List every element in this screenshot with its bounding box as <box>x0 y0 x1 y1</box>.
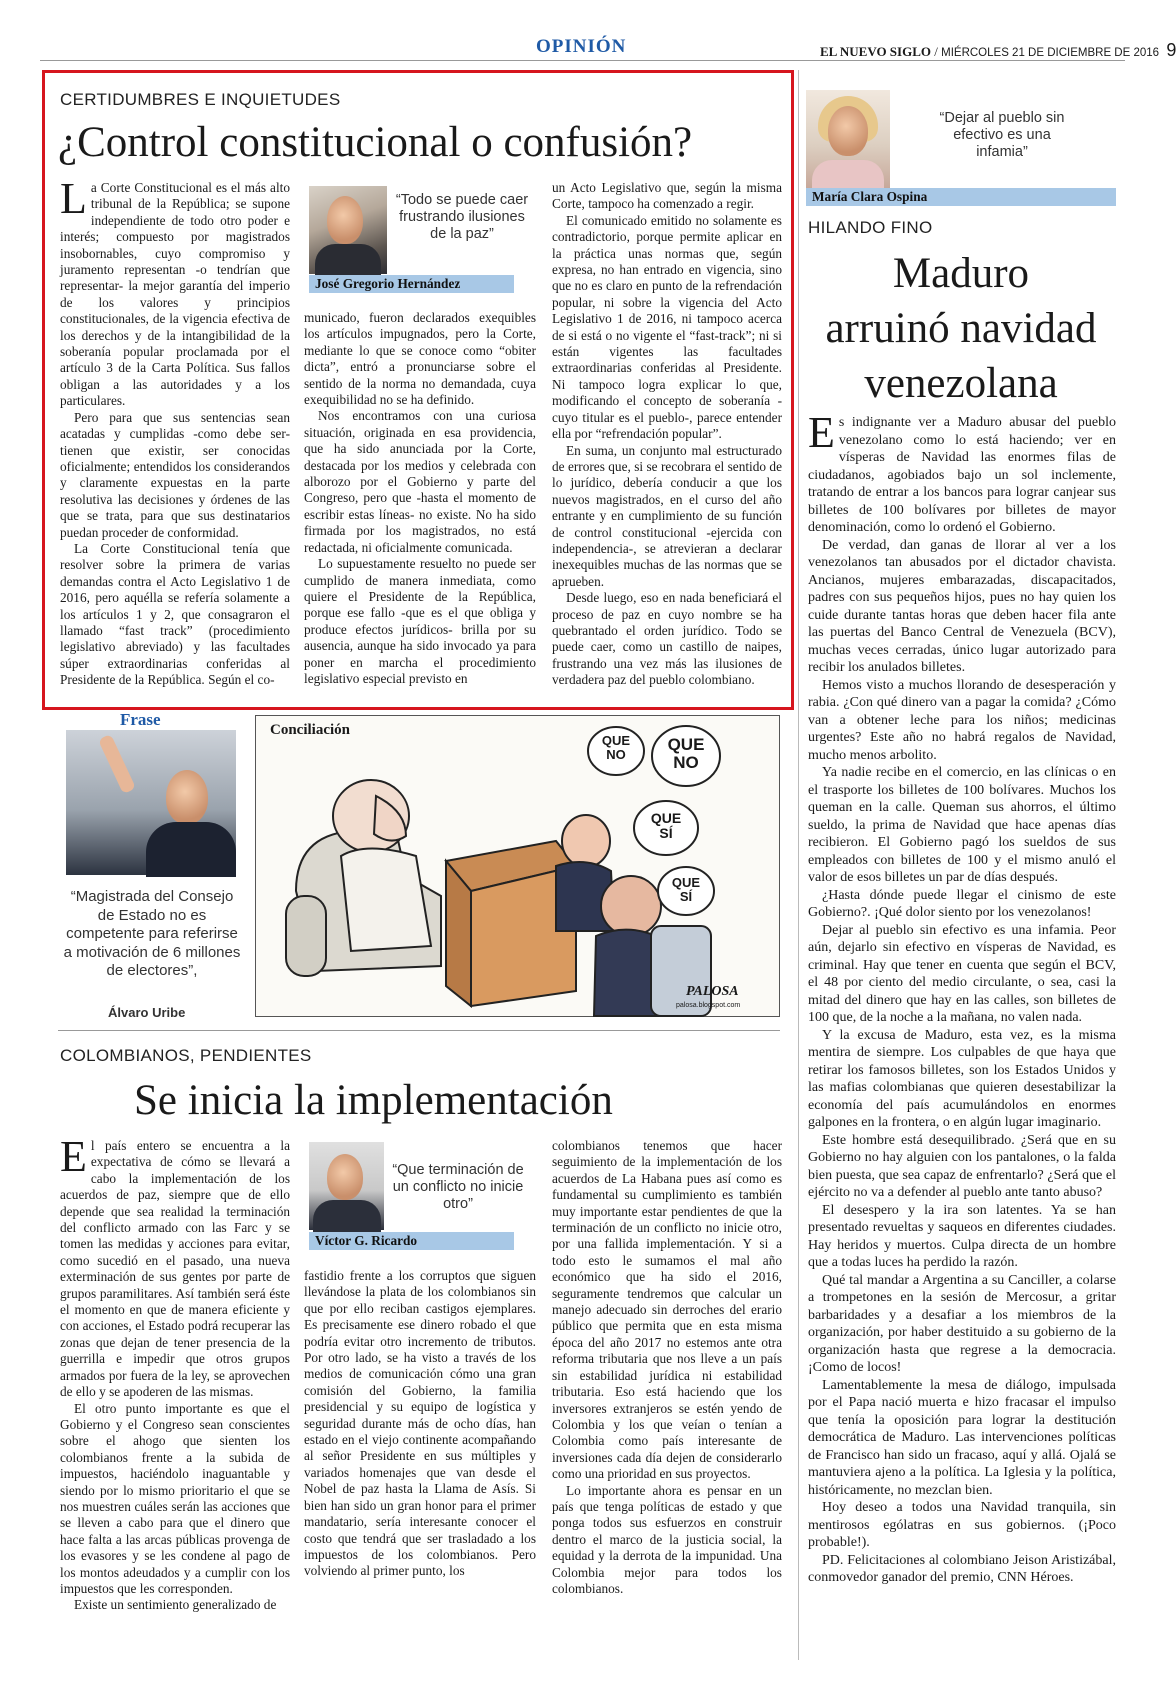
divider <box>58 1030 780 1031</box>
article-kicker: CERTIDUMBRES E INQUIETUDES <box>60 90 341 109</box>
frase-label: Frase <box>120 710 161 729</box>
bubble-4: QUE SÍ <box>671 875 701 904</box>
cartoon-site: palosa.blogspot.com <box>676 1002 741 1009</box>
author2-photo <box>309 1142 384 1230</box>
article2-title: Se inicia la implementación <box>134 1077 613 1124</box>
pull-quote-3: “Dejar al pueblo sin efectivo es una infamia” <box>939 110 1065 160</box>
article-column-3: un Acto Legislativo que, según la misma Corte, tampoco ha comenzado a regir. El comunicado emitido no solamente es contradictorio, porque permite aplicar en la práctica unas normas que, según expresa, no han entrado en vigencia, sino que no es claro en punto de la refrendación popular, ni sobre la vigencia del Acto Legislativo 1 de 2016, ni tampoco acerca de si está o no vigente el “fast-track”; ni si están vigentes las facultades extraordinarias conferidas al Presidente. Ni tampoco logra explicar lo que, modificando el concepto de soberanía -cuyo titular es el pueblo-, parece entender ella por “refrendación popular”. En suma, un conjunto mal estructurado de errores que, si se recobrara el sentido de lo jurídico, debería conducir a que los nuevos magistrados, en el curso del año entrante y en cumplimiento de su función de control constitucional -ejercida con independencia-, se atrevieran a declarar inexequibles muchas de las normas que se aprueben. Desde luego, eso en nada beneficiará el proceso de paz en cuyo nombre se ha quebrantado el orden jurídico. Todo se puede caer, como un castillo de naipes, frustrando una vez más las ilusiones de verdadera paz del pueblo colombiano. <box>552 180 782 688</box>
article3-title: Maduro arruinó navidad venezolana <box>825 250 1097 407</box>
article2-column-1: El país entero se encuentra a la expectativa de cómo se llevará a cabo la implementación de los acuerdos de paz, siempre que de ello depende que sea realidad la terminación del conflicto armado con las Farc y se tomen las medidas y acciones para evitar, como sucedió en el pasado, una nueva exterminación de sus gentes por parte de grupos paramilitares. Así también será éste el momento en que de manera eficiente y con acciones, el Estado podrá recuperar las zonas que dejan de tener presencia de la guerrilla e impedir que otros grupos armados por fuera de la ley, se aprovechen de ello y se apoderen de las mismas. El otro punto importante es que el Gobierno y el Congreso sean conscientes sobre el ahogo que sienten los colombianos frente a la subida de impuestos, haciéndolo inaguantable y siendo por lo mismo prioritario el que se nos muestren cuáles serán las acciones que se lleven a cabo para que el dinero que hace falta a las arcas públicas provenga de los evasores y se les condene al pago de los montos adeudados y a cumplir con los impuestos que les corresponden. Existe un sentimiento generalizado de <box>60 1132 290 1613</box>
article2-column-2: fastidio frente a los corruptos que siguen llevándose la plata de los colombianos sin que por ello reciban castigos ejemplares. Es precisamente ese dinero robado el que podría evitar otro incremento de tributos. Por otro lado, se ha visto a través de los medios de comunicación cómo una gran comisión del Gobierno, la familia presidencial y su equipo de logística y seguridad durante más de ocho días, han estado en el viejo continente acompañando al señor Presidente en sus múltiples y variados homenajes que van desde el Nobel de paz hasta la Llama de Asís. Si bien han sido un gran honor para el primer mandatario, sería interesante conocer el costo que tendrá que ser trasladado a los impuestos de los colombianos. Pero volviendo al primer punto, los <box>304 1268 536 1579</box>
bubble-2: QUE NO <box>667 735 705 772</box>
article-column-2: municado, fueron declarados exequibles los artículos impugnados, pero la Corte, mediante lo que se conoce como “obiter dicta”, entró a pronunciarse sobre el sentido de la norma no demandada, cuya exequibilidad no se ha definido. Nos encontramos con una curiosa situación, originada en esa providencia, que ha sido anunciada por la Corte, destacada por los medios y celebrada con alborozo por el Gobierno y parte del Congreso, pero que -hasta el momento de escribir estas líneas- no existe. No ha sido firmada por los magistrados, no está redactada, ni oficialmente comunicada. Lo supuestamente resuelto no puede ser cumplido de manera inmediata, como quiere el Presidente de la República, porque ese fallo -que es el que obliga y produce efectos jurídicos- brilla por su ausencia, aunque ha sido invocado ya para poner en marcha el procedimiento legislativo especial previsto en <box>304 310 536 686</box>
author3-photo <box>806 90 890 188</box>
article-column-1: La Corte Constitucional es el más alto tribunal de la República; se supone independiente de todo otro poder e interés; compuesto por magistrados insobornables, cuyo compromiso y juramento representan -o tendrían que representar- la mejor garantía del imperio de los valores y principios constitucionales, de la vigencia efectiva de los derechos y de la intangibilidad de la soberanía popular proclamada por el artículo 3 de la Carta Política. Sus fallos obligan a las autoridades y a los particulares. Pero para que sus sentencias sean acatadas y cumplidas -como debe ser- tienen que existir, ser conocidas oficialmente; entendidos los considerandos y claramente expuestas en la parte resolutiva las decisiones y órdenes de las que se trata, para que sus destinatarios puedan proceder de conformidad. La Corte Constitucional tenía que resolver sobre la primera de varias demandas contra el Acto Legislativo 1 de 2016, pero aquélla se refería solamente a los artículos 1 y 2, que consagraron el llamado “fast track” (procedimiento legislativo abreviado) y las facultades súper extraordinarias conferidas al Presidente de la República. Según el co- <box>60 174 290 688</box>
pull-quote: “Todo se puede caer frustrando ilusiones de la paz” <box>395 192 529 242</box>
cartoon-signature: PALOSA <box>686 984 739 999</box>
dropcap-3: E <box>808 408 835 457</box>
pull-quote-2: “Que terminación de un conflicto no inicie otro” <box>392 1162 524 1212</box>
frase-quote: “Magistrada del Consejo de Estado no es competente para referirse a motivación de 6 millones de electores”, <box>63 888 241 979</box>
page-number: 9 <box>1166 40 1176 60</box>
column-separator <box>798 70 799 1660</box>
author-name: José Gregorio Hernández <box>309 275 514 293</box>
paper-name: EL NUEVO SIGLO <box>820 44 931 59</box>
dropcap: L <box>60 174 87 223</box>
article2-column-3: colombianos tenemos que hacer seguimiento de la implementación de los acuerdos de La Habana pues así como es fundamental su cumplimiento es también muy importante estar pendientes de que la terminación de un conflicto no inicie otro, por una fallida implementación. Y si a todo esto le sumamos el mal año económico que ha sido el 2016, seguramente tendremos que calcular un manejo adecuado sin derroches del erario público que permita que en esta misma época del año 2017 no estemos ante otra reforma tributaria que nos lleve a un país sin estabilidad jurídica ni estabilidad tributaria. Eso está haciendo que los inversores extranjeros se estén yendo de Colombia y los que veían o tenían a Colombia como país interesante de inversiones cada día dejen de considerarlo como una prioridad en sus proyectos. Lo importante ahora es pensar en un país que tenga políticas de estado y que ponga todos sus esfuerzos en construir dentro el marco de la justicia social, la equidad y la derrota de la impunidad. Una Colombia mejor para todos los colombianos. <box>552 1138 782 1596</box>
frase-author: Álvaro Uribe <box>108 1005 186 1020</box>
bubble-3: QUE SÍ <box>650 810 682 841</box>
issue-date: MIÉRCOLES 21 DE DICIEMBRE DE 2016 <box>941 47 1160 59</box>
section-title: OPINIÓN <box>536 36 627 57</box>
article2-kicker: COLOMBIANOS, PENDIENTES <box>60 1046 312 1065</box>
header-rule <box>40 60 1125 61</box>
author2-name: Víctor G. Ricardo <box>309 1232 514 1250</box>
frase-photo <box>66 730 236 875</box>
dropcap-2: E <box>60 1132 87 1181</box>
article3-body: Es indignante ver a Maduro abusar del pueblo venezolano como lo está haciendo; ver en vísperas de Navidad las enormes filas de ciudadanos, agobiados bajo un sol inclemente, tratando de entrar a los bancos para lograr canjear sus billetes de 100 bolívares por billetes de mayor denominación, como lo ordenó el Gobierno. De verdad, dan ganas de llorar al ver a los venezolanos tan abusados por el dictador chavista. Ancianos, mujeres embarazadas, discapacitados, padres con sus pequeños hijos, pues no hay quien los cuide durante tantas horas que deben hacer fila ante las puertas del Banco Central de Venezuela (BCV), muchas veces cerradas, único lugar autorizado para recibir los anulados billetes. Hemos visto a muchos llorando de desesperación y rabia. ¿Con qué dinero van a pagar la comida? ¿Cómo van a obtener leche para los niños; medicinas urgentes? Este año no habrá regalos de Navidad, mucho menos arbolito. Ya nadie recibe en el comercio, en las clínicas o en el trasporte los billetes de 100 bolívares. Muchos los queman en la calle. Queman sus ahorros, el último sueldo, la prima de Navidad que hace apenas días recibieron. El Gobierno pagó los sueldos de sus empleados con billetes de 100 y el mismo anuló el valor de esos billetes un par de días después. ¿Hasta dónde puede llegar el cinismo de este Gobierno?. ¡Qué dolor siento por los venezolanos! Dejar al pueblo sin efectivo es una infamia. Peor aún, dejarlo sin efectivo en vísperas de Navidad, es criminal. Hay que tener en cuenta que según el BCV, el 48 por ciento del medio circulante, o sea, casi la mitad del dinero que hay en las calles, son billetes de 100 que, de la noche a la mañana, no valen nada. Y la excusa de Maduro, esta vez, es la misma mentira de siempre. Los culpables de que haya que retirar los famosos billetes, son los Estados Unidos y las mafias colombianas que quieren desestabilizar la economía del país acumulándolos en enormes galpones en la frontera, o en algún lugar imaginario. Este hombre está desequilibrado. ¿Será que en su Gobierno no hay alguien con los pantalones, o la falda bien puesta, que sea capaz de enfrentarlo? ¿Será que el ejército no va a defender al pueblo ante tanto abuso? El desespero y la ira son latentes. Ya se han presentado revueltas y saqueos en diferentes ciudades. Hay heridos y muertos. Culpa directa de un hombre que a todas luces ha perdido la razón. Qué tal mandar a Argentina a su Canciller, a colarse a trompetones en la sesión de Mercosur, a gritar barbaridades y a desafiar a los miembros de la organización, por haber destituido a su gobierno de la organización hasta que regrese a la democracia. ¡Como de locos! Lamentablemente la mesa de diálogo, impulsada por el Papa nació muerta e hizo fracasar el impulso que tenía la oposición para lograr la destitución democrática de Maduro. Las intervenciones políticas de Francisco han sido un fracaso, aquí y allá. Ojalá se mantuviera ajeno a la política. La Iglesia y la política, históricamente, no mezclan bien. Hoy deseo a todos una Navidad tranquila, sin mentirosos ególatras en sus gobiernos. (¡Poco probable!). PD. Felicitaciones al colombiano Jeison Aristizábal, conmovedor ganador del premio, CNN Héroes. <box>808 408 1116 1585</box>
author3-name: María Clara Ospina <box>806 188 1116 206</box>
cartoon-title: Conciliación <box>270 722 351 738</box>
page-header-right: EL NUEVO SIGLO / MIÉRCOLES 21 DE DICIEMBRE DE 2016 9 <box>820 40 1176 60</box>
author-photo <box>309 186 387 274</box>
article-title: ¿Control constitucional o confusión? <box>58 119 693 166</box>
bubble-1: QUE NO <box>601 733 631 762</box>
cartoon <box>255 715 780 1017</box>
article3-kicker: HILANDO FINO <box>808 218 933 237</box>
